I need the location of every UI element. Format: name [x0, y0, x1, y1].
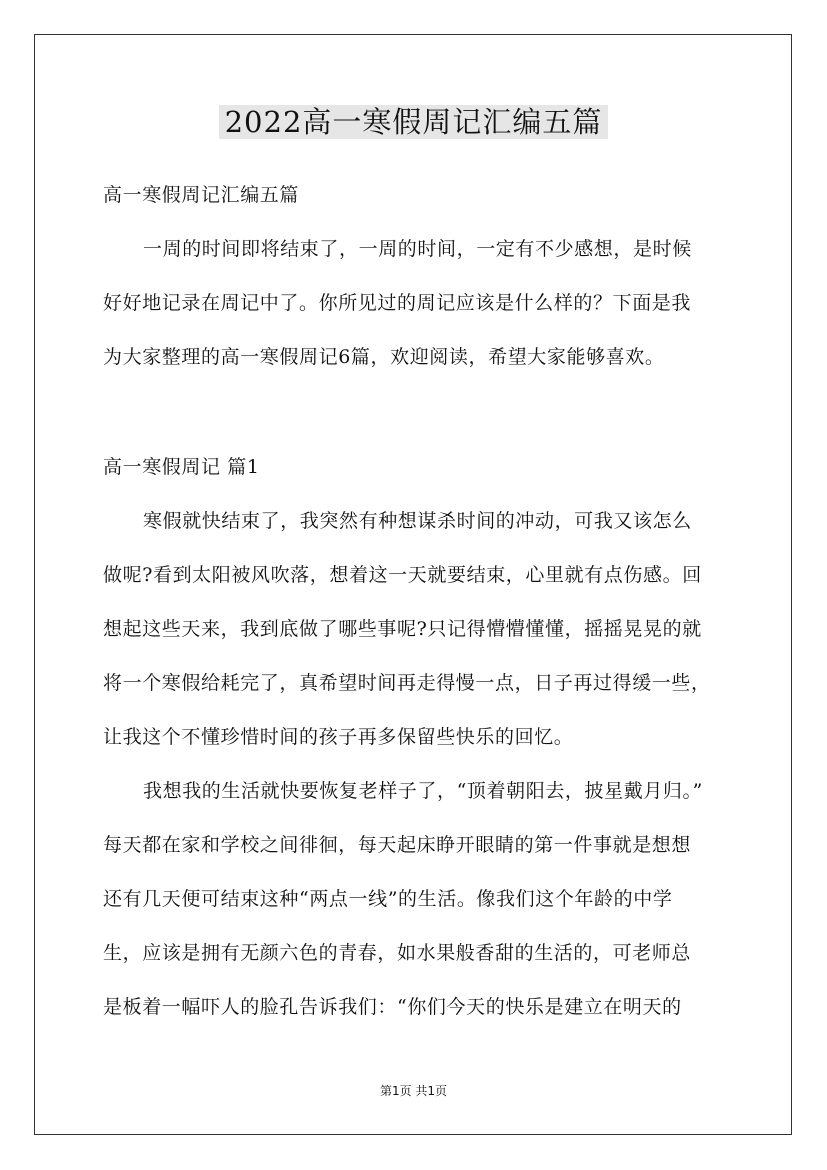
paragraph-line: 让我这个不懂珍惜时间的孩子再多保留些快乐的回忆。	[103, 726, 574, 748]
document-title: 2022高一寒假周记汇编五篇	[0, 102, 827, 142]
intro-line: 为大家整理的高一寒假周记6篇，欢迎阅读，希望大家能够喜欢。	[103, 346, 665, 368]
section-heading: 高一寒假周记 篇1	[103, 456, 260, 478]
paragraph-line: 我想我的生活就快要恢复老样子了，“顶着朝阳去，披星戴月归。”	[143, 780, 703, 802]
paragraph-line: 生，应该是拥有无颜六色的青春，如水果般香甜的生活的，可老师总	[103, 942, 692, 964]
document-subtitle: 高一寒假周记汇编五篇	[103, 184, 300, 206]
intro-line: 好好地记录在周记中了。你所见过的周记应该是什么样的？下面是我	[103, 292, 692, 314]
intro-line: 一周的时间即将结束了，一周的时间，一定有不少感想，是时候	[143, 238, 692, 260]
paragraph-line: 寒假就快结束了，我突然有种想谋杀时间的冲动，可我又该怎么	[143, 510, 692, 532]
paragraph-line: 还有几天便可结束这种“两点一线”的生活。像我们这个年龄的中学	[103, 888, 673, 910]
paragraph-line: 是板着一幅吓人的脸孔告诉我们：“你们今天的快乐是建立在明天的	[103, 996, 682, 1018]
paragraph-line: 将一个寒假给耗完了，真希望时间再走得慢一点，日子再过得缓一些，	[103, 672, 711, 694]
page-footer: 第1页 共1页	[379, 1084, 448, 1098]
paragraph-line: 想起这些天来，我到底做了哪些事呢?只记得懵懵懂懂，摇摇晃晃的就	[103, 618, 702, 640]
paragraph-line: 每天都在家和学校之间徘徊，每天起床睁开眼睛的第一件事就是想想	[103, 834, 692, 856]
paragraph-line: 做呢?看到太阳被风吹落，想着这一天就要结束，心里就有点伤感。回	[103, 564, 702, 586]
